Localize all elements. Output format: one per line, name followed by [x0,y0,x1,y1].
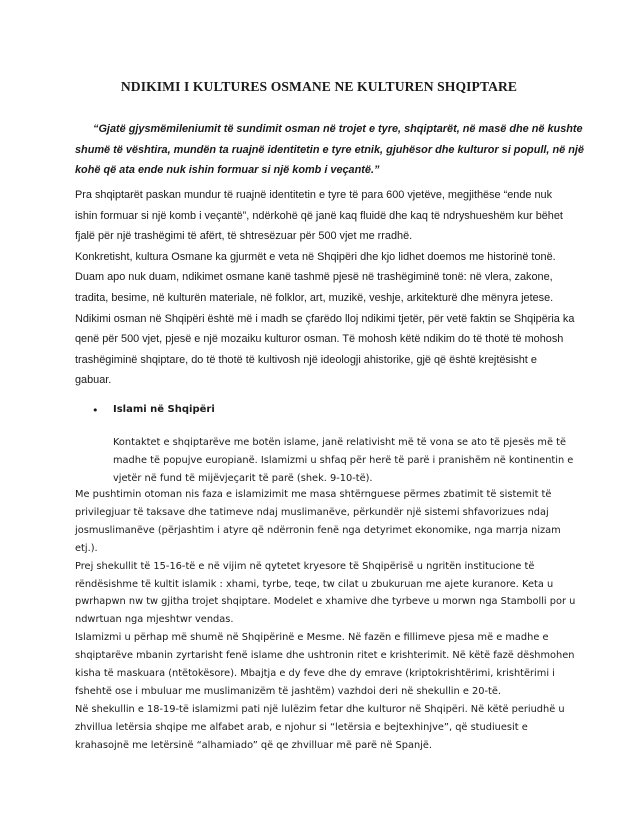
section-line: fshehtë ose i mbuluar me muslimanizëm të jashtëm) vazhdoi deri në shekullin e 20-të. [75,685,501,697]
section-line: kisha të maskuara (ntëtokësore). Mbajtja e dy feve dhe dy emrave (kriptokrishtërimi, krishtërimi i [75,668,555,680]
paragraph-line: ishin formuar si një komb i veçantë”, ndërkohë që janë kaq fluidë dhe kaq të ndryshueshëm kur bëhet [75,209,563,222]
section-line: Në shekullin e 18-19-të islamizmi pati një lulëzim fetar dhe kulturor në Shqipëri. Në këtë periudhë u [75,703,565,715]
quote-line: kohë që ata ende nuk ishin formuar si një komb i veçantë.” [75,164,380,176]
indented-line: vjetër në fund të mijëvjeçarit të parë (shek. 9-10-të). [113,472,373,484]
paragraph-line: tradita, besime, në kulturën materiale, në folklor, art, muzikë, veshje, arkitekturë dhe mënyra jetese. [75,291,554,304]
section-line: rëndësishme të kultit islamik : xhami, tyrbe, teqe, tw cilat u zbukuruan me ajete kuranore. Keta u [75,578,554,590]
indented-paragraph [113,434,574,488]
section-line: etj.). [75,542,98,554]
paragraph-line: trashëgiminë shqiptare, do të thotë të kultivosh një ideologji ahistorike, gjë që është krejtësisht e [75,353,537,366]
quote-line: shumë të vështira, mundën ta ruajnë identitetin e tyre etnik, gjuhësor dhe kulturor si popull, në një [75,143,584,156]
section-body [75,486,576,755]
section-heading: Islami në Shqipëri [113,404,215,415]
section-line: Islamizmi u përhap më shumë në Shqipërinë e Mesme. Në fazën e fillimeve pjesa më e madhe e [75,632,549,644]
section-line: ndwrtuan nga mjeshtwr vendas. [75,614,234,626]
intro-paragraph [75,185,575,391]
paragraph-line: Konkretisht, kultura Osmane ka gjurmët e veta në Shqipëri dhe kjo lidhet doemos me historinë tonë. [75,250,556,263]
paragraph-line: Ndikimi osman në Shqipëri është më i madh se çfarëdo lloj ndikimi tjetër, për vetë faktin se Shqipëria ka [75,312,575,325]
document-title: NDIKIMI I KULTURES OSMANE NE KULTUREN SHQIPTARE [120,79,518,94]
paragraph-line: gabuar. [75,374,112,387]
section-line: pwrhapwn nw tw gjitha trojet shqiptare. Modelet e xhamive dhe tyrbeve u morwn nga Stambolli por u [75,596,576,608]
section-line: krahasojnë me letërsinë “alhamiado” që qe zhvilluar më parë në Spanjë. [75,739,433,751]
paragraph-line: qenë për 500 vjet, pjesë e një mozaiku kulturor osman. Të mohosh këtë ndikim do të thotë të mohosh [75,333,564,346]
quote-line: “Gjatë gjysmëmileniumit të sundimit osman në trojet e tyre, shqiptarët, në masë dhe në kushte [93,123,583,135]
section-line: josmuslimanëve (përjashtim i atyre që ndërronin fenë nga detyrimet ekonomike, nga marrja nizam [75,524,561,536]
section-line: Me pushtimin otoman nis faza e islamizimit me masa shtërnguese përmes zbatimit të sistemit të [75,489,552,500]
indented-line: Kontaktet e shqiptarëve me botën islame, janë relativisht më të vona se ato të pjesës më të [113,437,566,448]
paragraph-line: fjalë për një trashëgimi të afërt, të shtresëzuar për 500 vjet me rradhë. [75,230,413,243]
paragraph-line: Duam apo nuk duam, ndikimet osmane kanë tashmë pjesë në trashëgiminë tonë: në vlera, zakone, [75,271,553,284]
section-line: shqiptarëve mbanin zyrtarisht fenë islame dhe ushtronin ritet e krishterimit. Në këtë fazë dëshmohen [75,650,575,662]
section-line: Prej shekullit të 15-16-të e në vijim në qytetet kryesore të Shqipërisë u ngritën institucione të [75,560,535,572]
indented-line: madhe të popujve europianë. Islamizmi u shfaq për herë të parë i pranishëm në kontinentin e [113,454,574,466]
section-line: zhvillua letërsia shqipe me alfabet arab, e njohur si “letërsia e bejtexhinjve”, që studiuesit e [75,721,528,733]
section-line: privilegjuar të taksave dhe tatimeve ndaj muslimanëve, përkundër një sistemi shfavorizues ndaj [75,506,549,518]
opening-quote [75,119,584,181]
bullet-icon: • [92,404,99,417]
paragraph-line: Pra shqiptarët paskan mundur të ruajnë identitetin e tyre të para 600 vjetëve, megjithëse “ende nuk [75,189,553,201]
